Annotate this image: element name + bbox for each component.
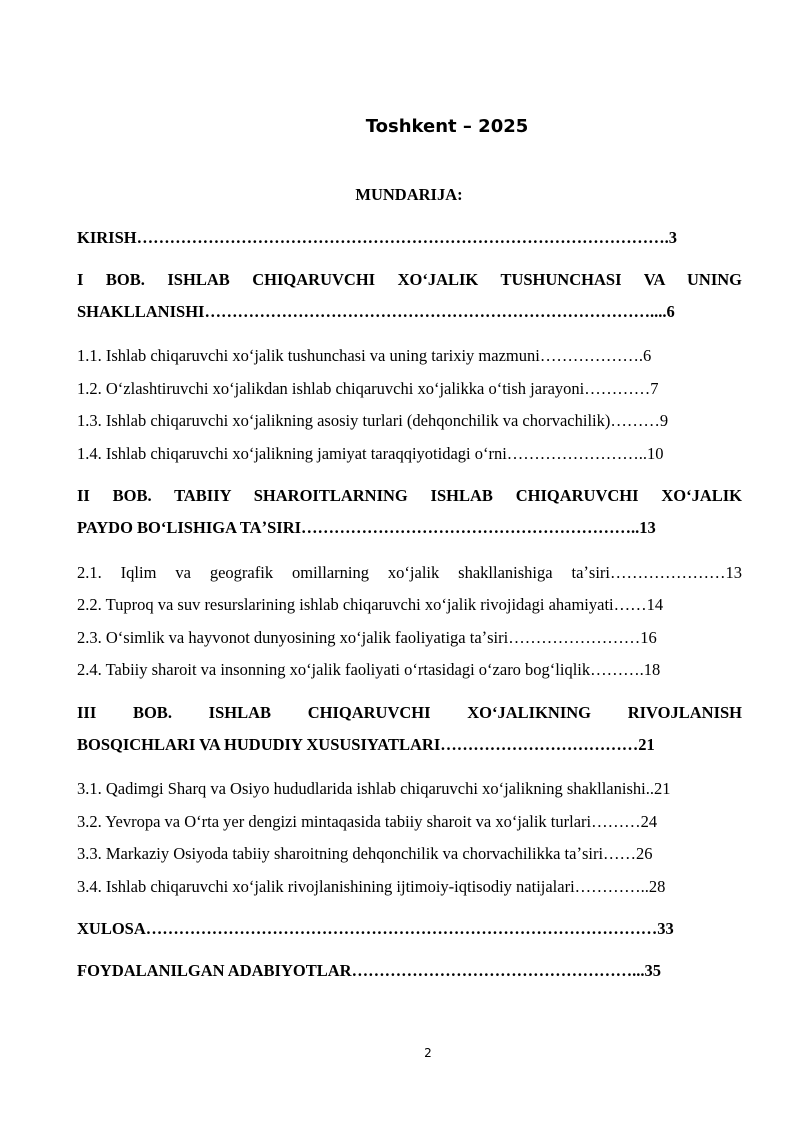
toc-section-3-3: 3.3. Markaziy Osiyoda tabiiy sharoitning dehqonchilik va chorvachilikka taʼsiri……26: [77, 844, 653, 863]
toc-chapter-2-line-2: PAYDO BOʻLISHIGA TAʼSIRI……………………………………………………..13: [77, 518, 656, 537]
toc-entry-conclusion: XULOSA…………………………………………………………………………………33: [77, 919, 674, 938]
toc-chapter-2-line-1: II BOB. TABIIY SHAROITLARNING ISHLAB CHIQARUVCHI XOʻJALIK: [77, 486, 742, 505]
page-number: 2: [424, 1046, 432, 1060]
toc-section-2-3: 2.3. Oʻsimlik va hayvonot dunyosining xoʻjalik faoliyatiga taʼsiri……………………16: [77, 628, 657, 647]
toc-section-1-1: 1.1. Ishlab chiqaruvchi xoʻjalik tushunchasi va uning tarixiy mazmuni……………….6: [77, 346, 652, 365]
toc-section-3-1: 3.1. Qadimgi Sharq va Osiyo hududlarida ishlab chiqaruvchi xoʻjalikning shakllanishi..21: [77, 779, 671, 798]
toc-section-2-4: 2.4. Tabiiy sharoit va insonning xoʻjalik faoliyati oʻrtasidagi oʻzaro bogʻliqlik……….18: [77, 660, 661, 679]
toc-section-3-2: 3.2. Yevropa va Oʻrta yer dengizi mintaqasida tabiiy sharoit va xoʻjalik turlari………24: [77, 812, 658, 831]
toc-section-2-1: 2.1. Iqlim va geografik omillarning xoʻjalik shakllanishiga taʼsiri…………………13: [77, 563, 742, 582]
toc-chapter-3-line-1: III BOB. ISHLAB CHIQARUVCHI XOʻJALIKNING RIVOJLANISH: [77, 703, 742, 722]
toc-entry-intro: KIRISH…………………………………………………………………………………….3: [77, 228, 677, 247]
toc-chapter-1-line-1: I BOB. ISHLAB CHIQARUVCHI XOʻJALIK TUSHUNCHASI VA UNING: [77, 270, 742, 289]
toc-entry-references: FOYDALANILGAN ADABIYOTLAR……………………………………………...35: [77, 961, 661, 980]
city-year: Toshkent – 2025: [365, 116, 529, 137]
toc-section-1-3: 1.3. Ishlab chiqaruvchi xoʻjalikning asosiy turlari (dehqonchilik va chorvachilik)………9: [77, 411, 669, 430]
toc-section-3-4: 3.4. Ishlab chiqaruvchi xoʻjalik rivojlanishining ijtimoiy-iqtisodiy natijalari…………..28: [77, 877, 666, 896]
toc-section-2-2: 2.2. Tuproq va suv resurslarining ishlab chiqaruvchi xoʻjalik rivojidagi ahamiyati……14: [77, 595, 664, 614]
toc-title: MUNDARIJA:: [355, 185, 463, 204]
toc-section-1-2: 1.2. Oʻzlashtiruvchi xoʻjalikdan ishlab chiqaruvchi xoʻjalikka oʻtish jarayoni…………7: [77, 379, 659, 398]
toc-chapter-3-line-2: BOSQICHLARI VA HUDUDIY XUSUSIYATLARI………………………………21: [77, 735, 655, 754]
toc-chapter-1-line-2: SHAKLLANISHI………………………………………………………………………....6: [77, 302, 675, 321]
toc-section-1-4: 1.4. Ishlab chiqaruvchi xoʻjalikning jamiyat taraqqiyotidagi oʻrni……………………..10: [77, 444, 664, 463]
